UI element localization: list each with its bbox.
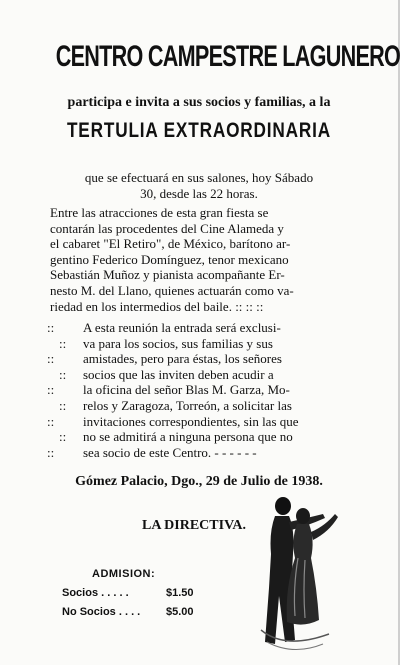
- event-date-line: 30, desde las 22 horas.: [140, 186, 258, 201]
- entry-line: [47, 320, 367, 336]
- colon-ornament: ::: [59, 335, 67, 351]
- colon-ornament: ::: [47, 320, 55, 335]
- admission-row-non-members: [62, 606, 194, 618]
- event-date-line: que se efectuará en sus salones, hoy Sábado: [84, 170, 314, 185]
- attractions-line: gentino Federico Domínguez, tenor mexicano: [50, 251, 289, 267]
- attractions-line: riedad en los intermedios del baile. :: :: ::: [50, 298, 264, 314]
- colon-ornament: ::: [47, 382, 55, 398]
- colon-ornament: ::: [59, 397, 67, 413]
- attractions-line: Sebastián Muñoz y pianista acompañante Er-: [50, 267, 285, 283]
- entry-text: A esta reunión la entrada será exclusi-: [83, 320, 281, 335]
- entry-text: va para los socios, sus familias y sus: [83, 335, 273, 351]
- admission-label: No Socios . . . .: [62, 606, 141, 618]
- attractions-line: el cabaret "El Retiro", de México, barítono ar-: [50, 236, 291, 252]
- colon-ornament: ::: [47, 351, 55, 367]
- event-name: TERTULIA EXTRAORDINARIA: [66, 119, 332, 142]
- entry-text: no se admitirá a ninguna persona que no: [83, 429, 293, 445]
- attractions-line: contarán las procedentes del Cine Alameda y: [50, 220, 284, 236]
- entry-line: [47, 351, 367, 367]
- notice-title: CENTRO CAMPESTRE LAGUNERO: [55, 40, 400, 73]
- event-date-block: [0, 170, 398, 202]
- admission-title: ADMISION:: [92, 568, 156, 580]
- entry-line: [47, 398, 367, 414]
- entry-text: socios que las inviten deben acudir a: [83, 366, 274, 382]
- attractions-line: nesto M. del Llano, quienes actuarán como va-: [50, 282, 294, 298]
- admission-price: $5.00: [166, 606, 194, 618]
- entry-line: [47, 367, 367, 383]
- colon-ornament: ::: [47, 413, 55, 429]
- entry-text: relos y Zaragoza, Torreón, a solicitar las: [83, 397, 292, 413]
- admission-label: Socios . . . . .: [62, 587, 129, 599]
- colon-ornament: ::: [47, 444, 55, 460]
- entry-line: [47, 429, 367, 445]
- entry-text: sea socio de este Centro. - - - - - -: [83, 444, 257, 460]
- colon-ornament: ::: [59, 429, 67, 445]
- place-and-date: Gómez Palacio, Dgo., 29 de Julio de 1938.: [75, 474, 323, 489]
- entry-line: [47, 336, 367, 352]
- entry-text: amistades, pero para éstas, los señores: [83, 351, 282, 367]
- entry-text: invitaciones correspondientes, sin las que: [83, 413, 299, 429]
- signature: LA DIRECTIVA.: [142, 518, 246, 533]
- entry-line: [47, 445, 367, 461]
- entry-conditions: [47, 320, 367, 460]
- attractions-line: Entre las atracciones de esta gran fiesta se: [50, 205, 269, 220]
- admission-price: $1.50: [166, 587, 194, 599]
- admission-row-members: [62, 587, 194, 599]
- dancing-couple-illustration: [245, 492, 345, 657]
- colon-ornament: ::: [59, 366, 67, 382]
- entry-text: la oficina del señor Blas M. Garza, Mo-: [83, 382, 290, 398]
- attractions-paragraph: [50, 205, 360, 314]
- entry-line: [47, 382, 367, 398]
- invite-line: participa e invita a sus socios y familias, a la: [67, 95, 331, 110]
- entry-line: [47, 414, 367, 430]
